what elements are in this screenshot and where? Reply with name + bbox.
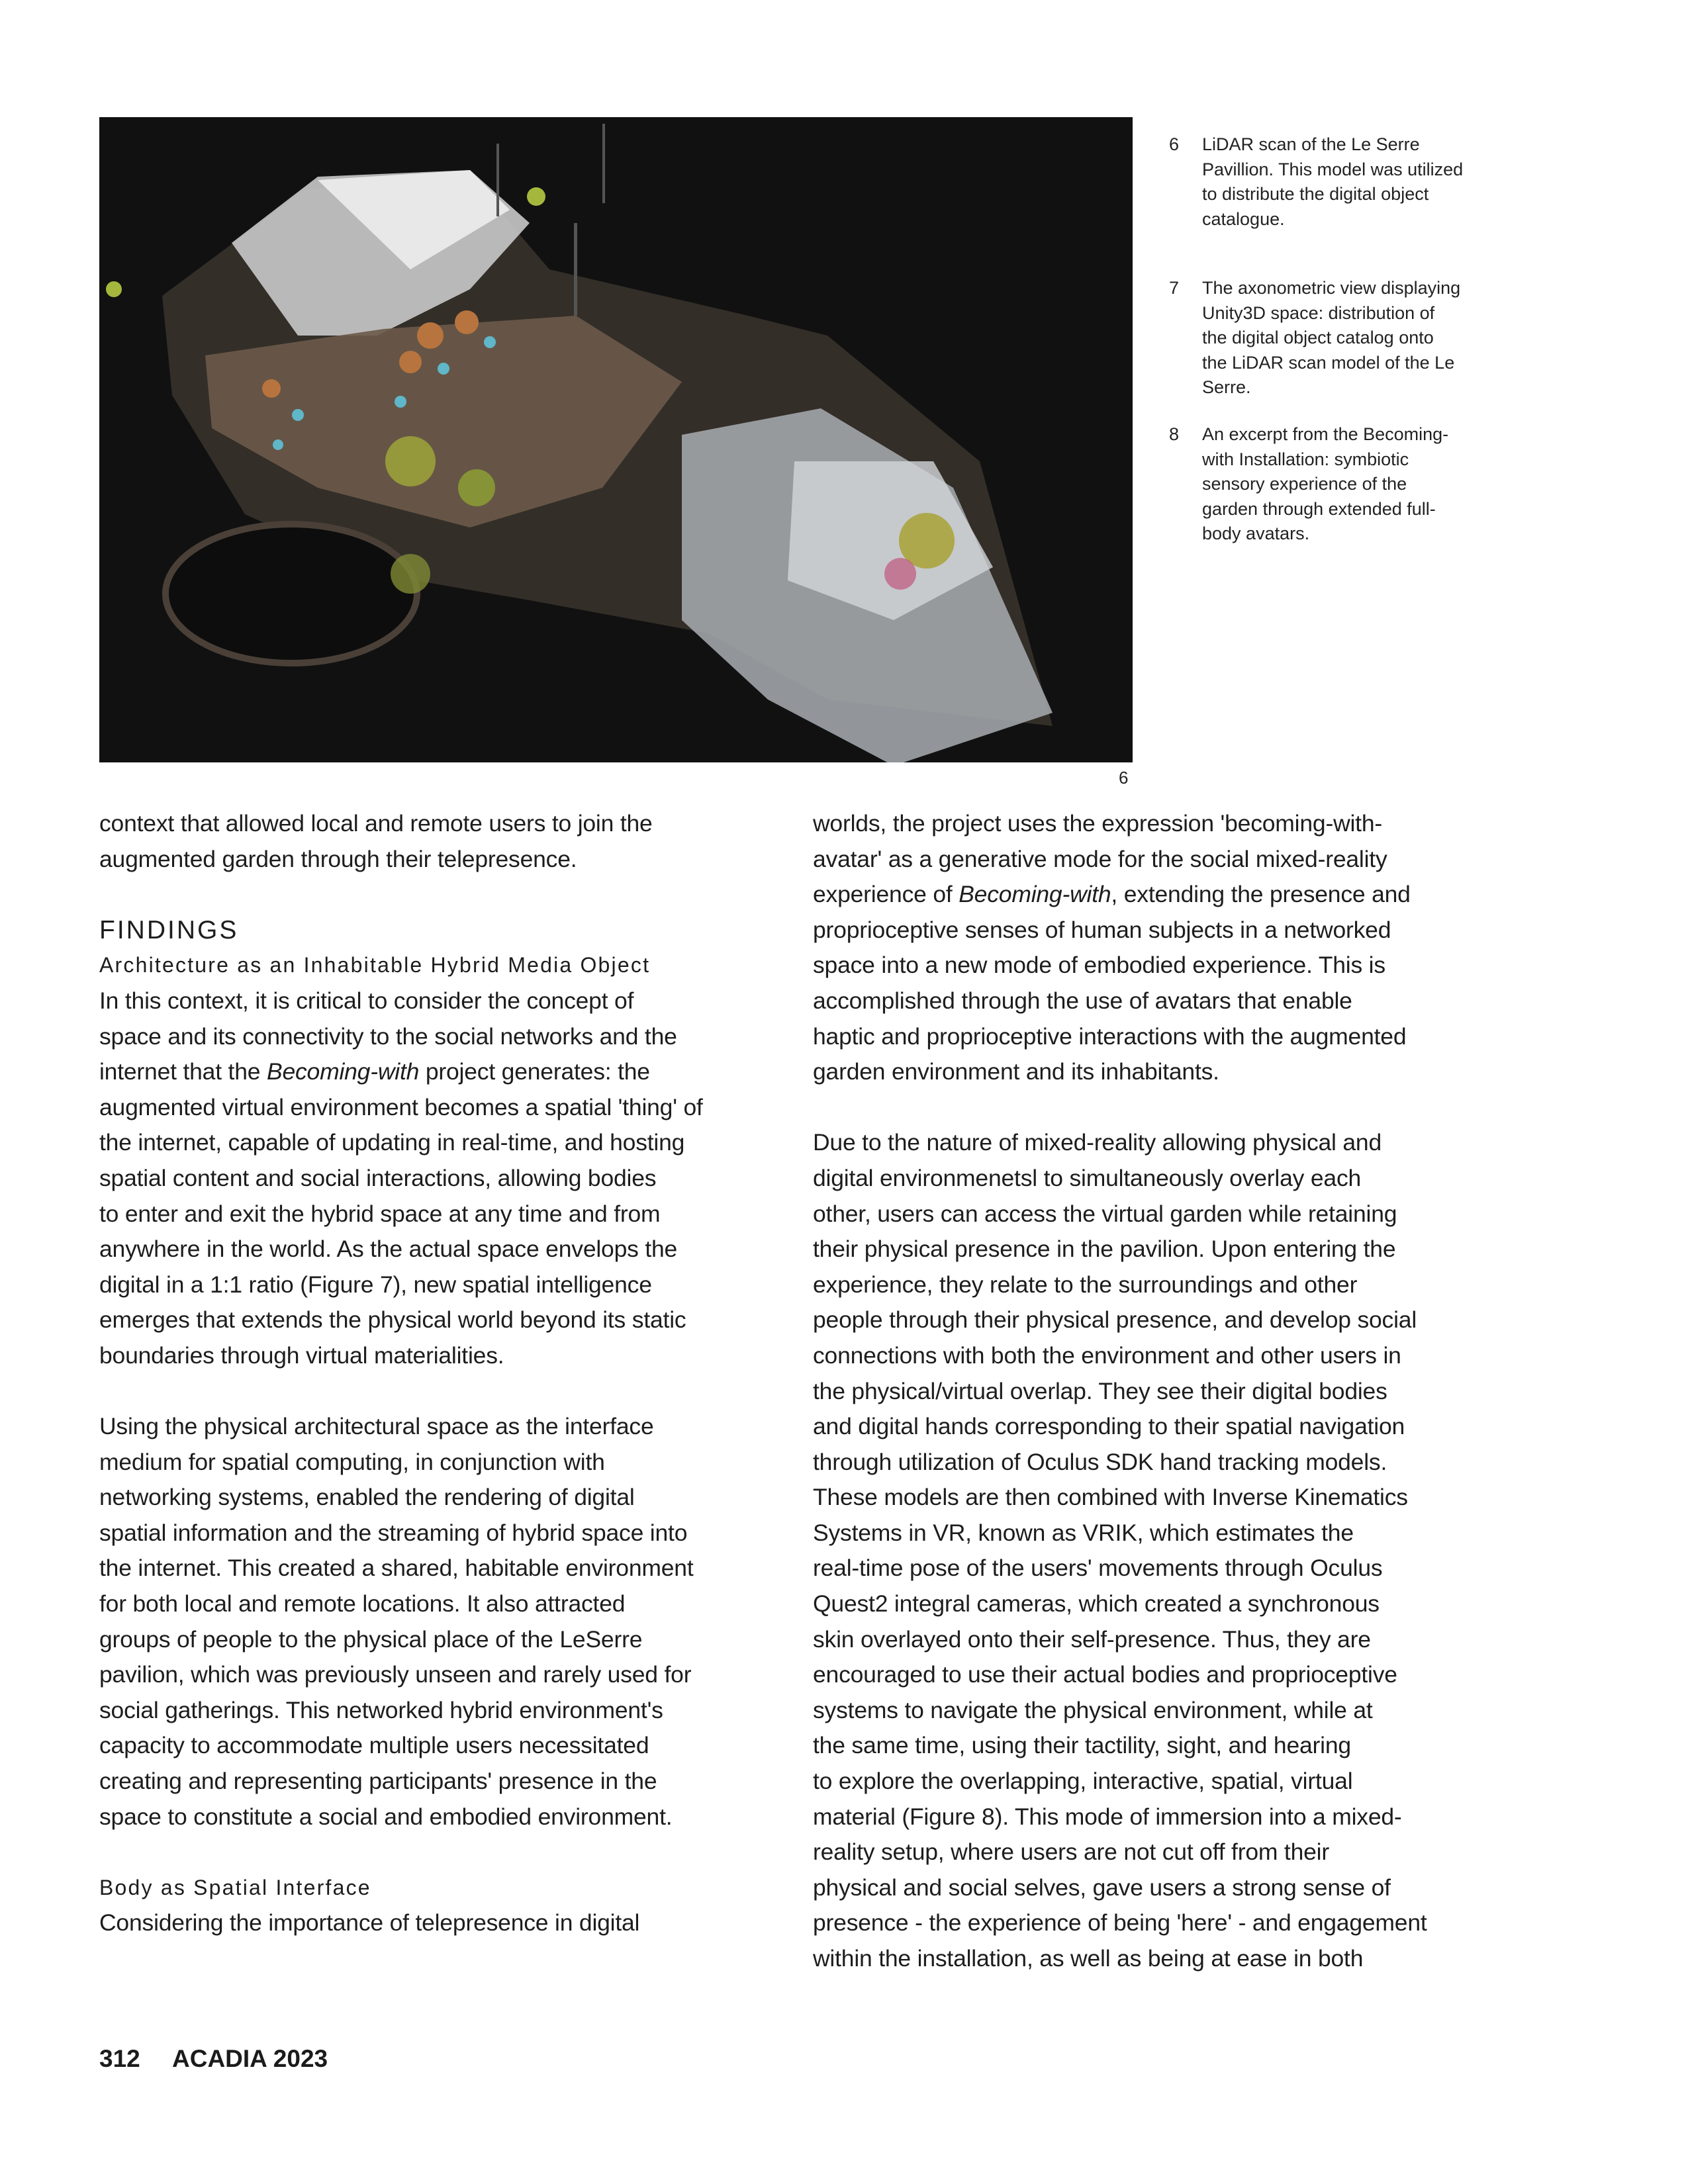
body-line: space and its connectivity to the social networks and the: [99, 1023, 677, 1050]
body-line: the same time, using their tactility, sight, and hearing: [813, 1732, 1351, 1759]
caption-line: catalogue.: [1202, 208, 1285, 229]
publication-name: ACADIA 2023: [172, 2045, 328, 2072]
caption-6: [1169, 132, 1463, 232]
body-line: garden environment and its inhabitants.: [813, 1058, 1219, 1085]
body-line: reality setup, where users are not cut off from their: [813, 1839, 1329, 1866]
body-line: within the installation, as well as being at ease in both: [813, 1945, 1364, 1972]
body-line: spatial information and the streaming of hybrid space into: [99, 1519, 688, 1546]
body-line: networking systems, enabled the rendering of digital: [99, 1484, 635, 1511]
caption-number: 6: [1169, 134, 1180, 154]
body-line: augmented virtual environment becomes a spatial 'thing' of: [99, 1093, 703, 1120]
body-line: haptic and proprioceptive interactions with the augmented: [813, 1023, 1407, 1050]
body-line: context that allowed local and remote users to join the: [99, 810, 653, 837]
body-line: Due to the nature of mixed-reality allowing physical and: [813, 1129, 1382, 1156]
body-line: their physical presence in the pavilion. Upon entering the: [813, 1236, 1396, 1263]
caption-line: Unity3D space: distribution of: [1202, 302, 1435, 323]
caption-line: garden through extended full-: [1202, 498, 1436, 519]
body-line: social gatherings. This networked hybrid environment's: [99, 1696, 663, 1723]
body-line: medium for spatial computing, in conjunction with: [99, 1448, 605, 1475]
body-line: physical and social selves, gave users a strong sense of: [813, 1874, 1391, 1901]
caption-8: [1169, 422, 1448, 547]
caption-line: Pavillion. This model was utilized: [1202, 159, 1464, 179]
body-line: the internet, capable of updating in real-time, and hosting: [99, 1129, 685, 1156]
left-column: [99, 806, 788, 1941]
body-line: real-time pose of the users' movements through Oculus: [813, 1555, 1383, 1582]
section-heading-findings: FINDINGS: [99, 915, 239, 944]
body-line: capacity to accommodate multiple users necessitated: [99, 1732, 649, 1759]
body-line: creating and representing participants' presence in the: [99, 1768, 657, 1795]
body-line: through utilization of Oculus SDK hand tracking models.: [813, 1448, 1387, 1475]
body-line: to enter and exit the hybrid space at any time and from: [99, 1200, 661, 1227]
body-line: pavilion, which was previously unseen and rarely used for: [99, 1661, 692, 1688]
body-line: skin overlayed onto their self-presence. Thus, they are: [813, 1625, 1371, 1653]
body-line: experience of Becoming-with, extending the presence and: [813, 881, 1411, 908]
caption-line: sensory experience of the: [1202, 474, 1407, 494]
body-line: Quest2 integral cameras, which created a synchronous: [813, 1590, 1380, 1617]
right-column: [813, 806, 1515, 1977]
body-line: boundaries through virtual materialities.: [99, 1342, 504, 1369]
body-line: encouraged to use their actual bodies and proprioceptive: [813, 1661, 1397, 1688]
body-line: the physical/virtual overlap. They see their digital bodies: [813, 1377, 1387, 1404]
caption-number: 7: [1169, 278, 1180, 298]
body-line: other, users can access the virtual garden while retaining: [813, 1200, 1397, 1227]
body-line: and digital hands corresponding to their spatial navigation: [813, 1413, 1405, 1440]
body-line: space to constitute a social and embodied environment.: [99, 1803, 673, 1830]
body-line: spatial content and social interactions, allowing bodies: [99, 1164, 657, 1191]
body-line: accomplished through the use of avatars that enable: [813, 987, 1352, 1014]
body-line: worlds, the project uses the expression 'becoming-with-: [813, 810, 1383, 837]
body-line: Using the physical architectural space as the interface: [99, 1413, 654, 1440]
figure-number: 6: [1119, 768, 1129, 788]
body-line: digital in a 1:1 ratio (Figure 7), new spatial intelligence: [99, 1271, 652, 1298]
body-line: These models are then combined with Inverse Kinematics: [813, 1484, 1408, 1511]
subheading-architecture: Architecture as an Inhabitable Hybrid Media Object: [99, 953, 651, 978]
italic-project-title: Becoming-with: [266, 1058, 420, 1085]
body-line: systems to navigate the physical environment, while at: [813, 1696, 1373, 1723]
body-line: the internet. This created a shared, habitable environment: [99, 1555, 694, 1582]
body-line: proprioceptive senses of human subjects in a networked: [813, 916, 1391, 943]
body-line: to explore the overlapping, interactive, spatial, virtual: [813, 1768, 1353, 1795]
caption-line: with Installation: symbiotic: [1202, 449, 1409, 469]
caption-number: 8: [1169, 424, 1180, 444]
body-line: Considering the importance of telepresence in digital: [99, 1909, 640, 1936]
lidar-point-cloud-image: [99, 117, 1133, 762]
body-line: people through their physical presence, and develop social: [813, 1306, 1417, 1334]
caption-line: body avatars.: [1202, 523, 1310, 543]
caption-line: The axonometric view displaying: [1202, 278, 1461, 298]
caption-7: [1169, 276, 1460, 400]
body-line: In this context, it is critical to consider the concept of: [99, 987, 634, 1014]
figure-lidar-scan: [99, 117, 1133, 762]
caption-line: the digital object catalog onto: [1202, 328, 1434, 347]
body-line: groups of people to the physical place of the LeSerre: [99, 1625, 643, 1653]
page-number: 312: [99, 2045, 140, 2072]
body-line: connections with both the environment and other users in: [813, 1342, 1401, 1369]
body-line: Systems in VR, known as VRIK, which estimates the: [813, 1519, 1354, 1546]
body-line: anywhere in the world. As the actual space envelops the: [99, 1236, 678, 1263]
caption-line: LiDAR scan of the Le Serre: [1202, 134, 1420, 154]
page-footer: [99, 2045, 328, 2073]
body-line: digital environmenetsl to simultaneously overlay each: [813, 1164, 1362, 1191]
italic-project-title: Becoming-with: [959, 881, 1111, 908]
caption-line: Serre.: [1202, 377, 1251, 397]
subheading-body: Body as Spatial Interface: [99, 1875, 371, 1899]
body-line: experience, they relate to the surroundings and other: [813, 1271, 1358, 1298]
body-line: for both local and remote locations. It also attracted: [99, 1590, 626, 1617]
body-line: material (Figure 8). This mode of immersion into a mixed-: [813, 1803, 1402, 1830]
body-line: space into a new mode of embodied experience. This is: [813, 952, 1385, 979]
caption-line: the LiDAR scan model of the Le: [1202, 352, 1455, 373]
body-line: internet that the Becoming-with project generates: the: [99, 1058, 650, 1085]
body-line: presence - the experience of being 'here' - and engagement: [813, 1909, 1427, 1936]
body-line: emerges that extends the physical world beyond its static: [99, 1306, 686, 1334]
caption-line: to distribute the digital object: [1202, 184, 1429, 204]
caption-line: An excerpt from the Becoming-: [1202, 424, 1449, 444]
body-line: avatar' as a generative mode for the social mixed-reality: [813, 845, 1387, 872]
body-line: augmented garden through their telepresence.: [99, 845, 577, 872]
